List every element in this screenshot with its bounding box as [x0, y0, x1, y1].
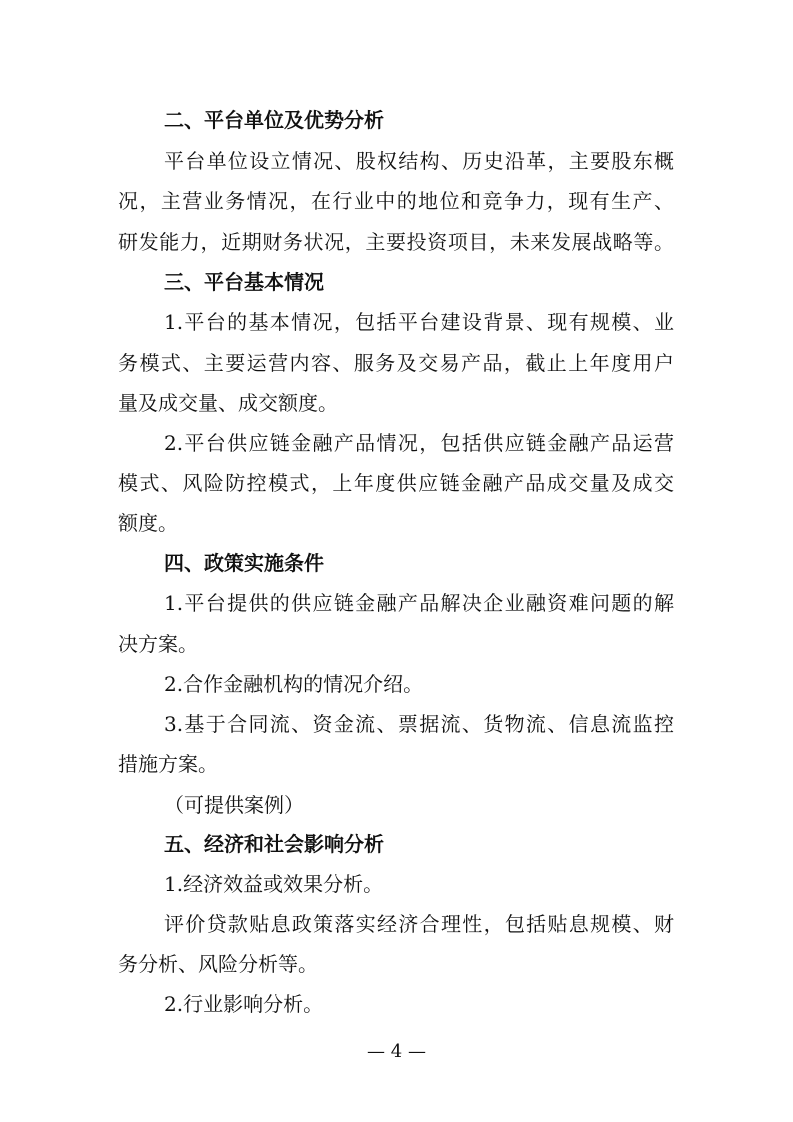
section-heading-5: 五、经济和社会影响分析 [164, 832, 384, 856]
paragraph-line: 2.行业影响分析。 [164, 992, 324, 1016]
section-heading-3: 三、平台基本情况 [164, 270, 324, 294]
paragraph-line: 平台单位设立情况、股权结构、历史沿革，主要股东概 [164, 149, 674, 173]
paragraph-line: 研发能力，近期财务状况，主要投资项目，未来发展战略等。 [118, 230, 674, 254]
paragraph-line: 1.经济效益或效果分析。 [164, 872, 384, 896]
paragraph-line: 3.基于合同流、资金流、票据流、货物流、信息流监控 [164, 712, 674, 736]
paragraph-line: 务模式、主要运营内容、服务及交易产品，截止上年度用户 [118, 351, 674, 375]
section-heading-4: 四、政策实施条件 [164, 551, 324, 575]
section-heading-2: 二、平台单位及优势分析 [164, 108, 384, 132]
page-number: — 4 — [367, 1041, 426, 1062]
paragraph-line: 2.平台供应链金融产品情况，包括供应链金融产品运营 [164, 431, 674, 455]
paragraph-line: 2.合作金融机构的情况介绍。 [164, 672, 424, 696]
paragraph-line: （可提供案例） [164, 793, 304, 817]
paragraph-line: 况，主营业务情况，在行业中的地位和竞争力，现有生产、 [118, 189, 674, 213]
paragraph-line: 量及成交量、成交额度。 [118, 391, 338, 415]
paragraph-line: 决方案。 [118, 632, 198, 656]
paragraph-line: 额度。 [118, 511, 178, 535]
paragraph-line: 务分析、风险分析等。 [118, 952, 318, 976]
paragraph-line: 措施方案。 [118, 752, 218, 776]
paragraph-line: 评价贷款贴息政策落实经济合理性，包括贴息规模、财 [164, 912, 674, 936]
paragraph-line: 1.平台提供的供应链金融产品解决企业融资难问题的解 [164, 591, 674, 615]
paragraph-line: 1.平台的基本情况，包括平台建设背景、现有规模、业 [164, 310, 674, 334]
paragraph-line: 模式、风险防控模式，上年度供应链金融产品成交量及成交 [118, 471, 674, 495]
